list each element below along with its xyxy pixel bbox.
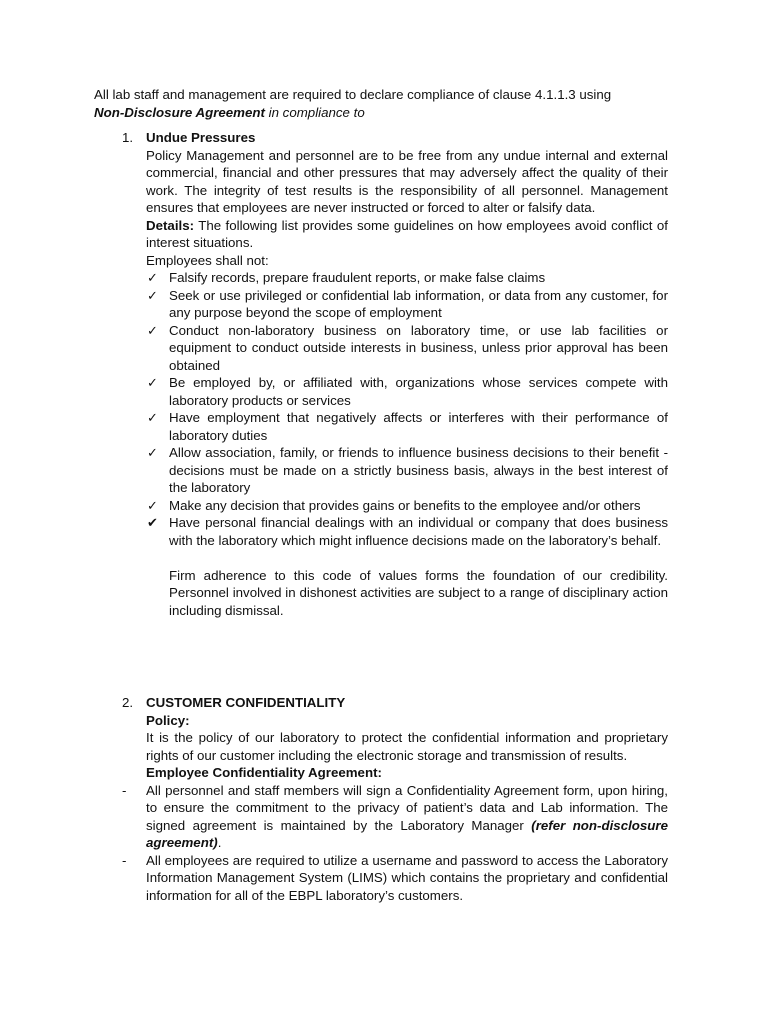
intro-compliance-text: in compliance to [264, 104, 365, 120]
list-item [146, 514, 668, 549]
section-body [146, 129, 668, 619]
intro-line-1: All lab staff and management are required to declare compliance of clause 4.1.1.3 using [94, 87, 612, 102]
details-paragraph [146, 217, 668, 252]
nda-reference: (refer non-disclosure agreement) [146, 817, 668, 850]
list-item-text: Seek or use privileged or confidential lab information, or data from any customer, for any purpose beyond the scope of employment [169, 287, 668, 320]
list-item-text: Falsify records, prepare fraudulent reports, or make false claims [169, 270, 546, 285]
list-item [146, 322, 668, 375]
checkmark-icon: ✓ [147, 270, 158, 285]
list-item [146, 374, 668, 409]
section-heading: CUSTOMER CONFIDENTIALITY [146, 695, 346, 710]
list-item-text: Have personal financial dealings with an individual or company that does business with the laboratory which might influence decisions made on the laboratory’s behalf. [169, 515, 668, 548]
checkmark-icon: ✓ [147, 287, 158, 303]
dash-bullet: - [122, 852, 127, 868]
section-heading: Undue Pressures [146, 130, 256, 145]
list-item-text: Allow association, family, or friends to influence business decisions to their benefit - decisions must be made on a strictly business basis, always in the best interest of the laboratory [169, 445, 668, 495]
checkmark-icon: ✓ [147, 445, 158, 460]
list-item [146, 409, 668, 444]
shall-not-label: Employees shall not: [146, 252, 269, 268]
list-item-end: . [217, 835, 222, 850]
details-label: Details: [146, 217, 195, 233]
list-item [146, 497, 668, 515]
dash-bullet: - [122, 782, 127, 798]
list-item [146, 287, 668, 322]
list-item-text: All personnel and staff members will sign a Confidentiality Agreement form, upon hiring, to ensure the commitment to the privacy of patient’s data and Lab information. The signed agreement is maintained by the Laboratory Manager [146, 782, 668, 833]
policy-paragraph: It is the policy of our laboratory to protect the confidential information and proprietary rights of our customer including the electronic storage and transmission of results. [146, 730, 668, 763]
section-number: 1. [122, 130, 134, 145]
list-item-text: All employees are required to utilize a username and password to access the Laboratory Information Management System (LIMS) which contains the proprietary and confidential information for all of the EBPL laboratory’s customers. [146, 852, 668, 903]
list-item-text: Conduct non-laboratory business on laboratory time, or use lab facilities or equipment to conduct outside interests in business, unless prior approval has been obtained [169, 322, 668, 373]
list-item [122, 782, 668, 852]
list-item [146, 444, 668, 497]
intro-paragraph [94, 86, 674, 121]
list-item-text: Be employed by, or affiliated with, organizations whose services compete with laboratory products or services [169, 375, 668, 408]
conflict-checklist [146, 269, 668, 549]
closing-paragraph: Firm adherence to this code of values forms the foundation of our credibility. Personnel involved in dishonest activities are subject to a range of disciplinary action including dismissal. [169, 567, 668, 618]
intro-line-2 [94, 104, 674, 122]
agreement-label: Employee Confidentiality Agreement: [146, 765, 382, 780]
nda-title: Non-Disclosure Agreement [94, 104, 265, 120]
list-item [122, 852, 668, 905]
list-item-text: Have employment that negatively affects or interferes with their performance of laboratory duties [169, 410, 668, 443]
checkmark-icon: ✓ [147, 322, 158, 338]
details-text: The following list provides some guidelines on how employees avoid conflict of interest situations. [146, 217, 668, 250]
checkmark-icon: ✔ [147, 515, 158, 530]
policy-paragraph: Policy Management and personnel are to be free from any undue internal and external commercial, financial and other pressures that may adversely affect the quality of their work. The integrity of test results is the responsibility of all personnel. Management ensures that employees are never instructed or forced to alter or falsify data. [146, 147, 668, 215]
agreement-list [122, 782, 668, 905]
policy-label: Policy: [146, 712, 190, 728]
checkmark-icon: ✓ [147, 375, 158, 390]
list-item-text: Make any decision that provides gains or benefits to the employee and/or others [169, 497, 641, 513]
checkmark-icon: ✓ [147, 410, 158, 425]
paragraph-gap [146, 549, 668, 567]
section-number: 2. [122, 695, 134, 710]
section-body [122, 694, 668, 904]
list-item [146, 269, 668, 287]
checkmark-icon: ✓ [147, 497, 158, 513]
